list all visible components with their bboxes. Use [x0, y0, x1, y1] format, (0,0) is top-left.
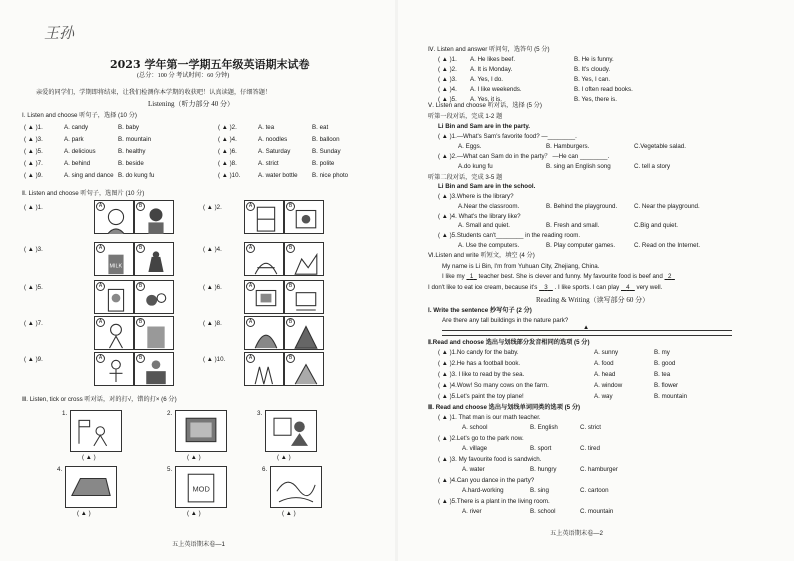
- section5-part2: 听第二段对话，完成 3-5 题: [428, 174, 503, 181]
- handwritten-name: 王孙: [44, 24, 75, 42]
- tick-cross-picture: [65, 466, 117, 508]
- option-letter-b: B: [136, 244, 145, 253]
- option-a: A. water: [462, 466, 485, 473]
- picture-option-b[interactable]: [134, 200, 174, 234]
- picture-option-a[interactable]: [94, 242, 134, 276]
- option-a: A.Near the classroom.: [458, 203, 520, 210]
- illustration-icon: [143, 356, 169, 386]
- option-b: B. balloon: [312, 136, 340, 143]
- answer-paren[interactable]: ( ▲ )10.: [218, 172, 241, 179]
- option-b: B. healthy: [118, 148, 146, 155]
- picture-question-label[interactable]: ( ▲ )1.: [24, 204, 43, 211]
- section5-q5: ( ▲ )5.Students can't________ in the reading room.: [438, 232, 581, 239]
- illustration-icon: [293, 320, 319, 350]
- illustration-icon: [143, 284, 169, 314]
- answer-paren[interactable]: ( ▲ ): [82, 454, 96, 461]
- option-letter-b: B: [136, 202, 145, 211]
- exam-subtitle: (总分：100 分 考试时间：60 分钟): [137, 72, 230, 79]
- option-b: B. beside: [118, 160, 144, 167]
- option-b: B. He is funny.: [574, 56, 614, 63]
- r1-sentence: Are there any tall buildings in the nature park?: [442, 317, 569, 324]
- blank-2[interactable]: 2: [667, 273, 672, 280]
- option-a: A.do kung fu: [458, 163, 493, 170]
- illustration-icon: [143, 320, 169, 350]
- illustration-icon: [69, 470, 113, 504]
- writing-line-2[interactable]: [442, 335, 732, 336]
- picture-option-a[interactable]: [244, 352, 284, 386]
- answer-paren[interactable]: ( ▲ )4.: [218, 136, 237, 143]
- option-letter-a: A: [246, 282, 255, 291]
- illustration-icon: [293, 356, 319, 386]
- option-c: C. hamburger: [580, 466, 618, 473]
- page-footer-right: 五上英语期末卷—2: [550, 530, 603, 537]
- option-b: B. Sunday: [312, 148, 341, 155]
- illustration-icon: [103, 246, 129, 276]
- option-b: B. I often read books.: [574, 86, 633, 93]
- section6-title: Ⅵ.Listen and write 听短文，填空 (4 分): [428, 252, 535, 259]
- option-c: C. tell a story: [634, 163, 671, 170]
- question-row[interactable]: ( ▲ )1.No candy for the baby.: [438, 349, 519, 356]
- answer-paren[interactable]: ( ▲ ): [277, 454, 291, 461]
- question-row[interactable]: ( ▲ )1. That man is our math teacher.: [438, 414, 541, 421]
- listening-header: Listening（听力部分 40 分）: [148, 100, 234, 108]
- section5-title: Ⅴ. Listen and choose 听对话，选择 (5 分): [428, 102, 542, 109]
- picture-question-label[interactable]: ( ▲ )3.: [24, 246, 43, 253]
- option-c: C. mountain: [580, 508, 614, 515]
- picture-option-b[interactable]: [134, 280, 174, 314]
- option-a: A. behind: [64, 160, 91, 167]
- option-a: A. tea: [258, 124, 275, 131]
- illustration-icon: [253, 204, 279, 234]
- answer-paren[interactable]: ( ▲ )1.: [438, 56, 457, 63]
- left-page: [0, 0, 395, 561]
- question-row[interactable]: ( ▲ )3. I like to read by the sea.: [438, 371, 525, 378]
- illustration-icon: [179, 470, 223, 504]
- page-footer-left: 五上英语期末卷—1: [172, 541, 225, 548]
- section5-part1: 听第一段对话，完成 1-2 题: [428, 113, 503, 120]
- option-c: C. strict: [580, 424, 601, 431]
- picture-question-label[interactable]: ( ▲ )2.: [203, 204, 222, 211]
- option-letter-b: B: [286, 202, 295, 211]
- option-a: A. I like weekends.: [470, 86, 522, 93]
- option-c: C. tired: [580, 445, 600, 452]
- option-a: A. noodles: [258, 136, 288, 143]
- picture-question-label[interactable]: ( ▲ )6.: [203, 284, 222, 291]
- option-b: B. sport: [530, 445, 552, 452]
- option-c: C.Big and quiet.: [634, 222, 679, 229]
- r1-title: Ⅰ. Write the sentence 抄写句子 (2 分): [428, 307, 532, 314]
- option-letter-a: A: [96, 244, 105, 253]
- picture-number: 3.: [257, 410, 263, 417]
- picture-option-b[interactable]: [284, 280, 324, 314]
- answer-paren[interactable]: ( ▲ )6.: [218, 148, 237, 155]
- option-b: B. sing an English song: [546, 163, 611, 170]
- option-c: C. Near the playground.: [634, 203, 700, 210]
- option-letter-b: B: [286, 318, 295, 327]
- answer-paren[interactable]: ( ▲ )3.: [438, 76, 457, 83]
- right-page: [398, 0, 794, 561]
- option-b: B. Yes, I can.: [574, 76, 611, 83]
- option-b: B. flower: [654, 382, 679, 389]
- illustration-icon: [179, 414, 223, 448]
- answer-paren[interactable]: ( ▲ ): [187, 510, 201, 517]
- picture-option-a[interactable]: [94, 200, 134, 234]
- picture-number: 6.: [262, 466, 268, 473]
- illustration-icon: [269, 414, 313, 448]
- option-c: C. cartoon: [580, 487, 609, 494]
- option-b: B. tea: [654, 371, 671, 378]
- option-b: B. Behind the playground.: [546, 203, 618, 210]
- section1-title: Ⅰ. Listen and choose 听句子，选择 (10 分): [22, 112, 137, 119]
- picture-option-b[interactable]: [134, 242, 174, 276]
- option-letter-b: B: [286, 282, 295, 291]
- picture-option-b[interactable]: [284, 352, 324, 386]
- option-a: A. candy: [64, 124, 89, 131]
- option-a: A. Use the computers.: [458, 242, 520, 249]
- picture-question-label[interactable]: ( ▲ )9.: [24, 356, 43, 363]
- question-row[interactable]: ( ▲ )3. My favourite food is sandwich.: [438, 456, 542, 463]
- option-b: B. do kung fu: [118, 172, 155, 179]
- picture-question-label[interactable]: ( ▲ )10.: [203, 356, 226, 363]
- picture-question-label[interactable]: ( ▲ )4.: [203, 246, 222, 253]
- svg-text:MILK: MILK: [109, 263, 123, 270]
- illustration-icon: [143, 204, 169, 234]
- exam-title: 2023 学年第一学期五年级英语期末试卷: [110, 58, 310, 71]
- option-b: B. baby: [118, 124, 139, 131]
- answer-paren[interactable]: ( ▲ ): [282, 510, 296, 517]
- option-b: B. Yes, there is.: [574, 96, 617, 103]
- picture-number: 4.: [57, 466, 63, 473]
- option-b: B. my: [654, 349, 670, 356]
- section4-title: Ⅳ. Listen and answer 听问句，选答句 (5 分): [428, 46, 550, 53]
- answer-paren[interactable]: ( ▲ )2.: [438, 66, 457, 73]
- option-b: B. Fresh and small.: [546, 222, 600, 229]
- illustration-icon: [143, 246, 169, 276]
- option-a: A. way: [594, 393, 613, 400]
- option-a: A. Yes, I do.: [470, 76, 504, 83]
- picture-option-b[interactable]: [134, 316, 174, 350]
- picture-question-label[interactable]: ( ▲ )7.: [24, 320, 43, 327]
- illustration-icon: [253, 284, 279, 314]
- section2-title: Ⅱ. Listen and choose 听句子，选图片 (10 分): [22, 190, 145, 197]
- picture-option-a[interactable]: [244, 280, 284, 314]
- section5-q3: ( ▲ )3.Where is the library?: [438, 193, 514, 200]
- option-b: B. mountain: [654, 393, 688, 400]
- option-a: A. Saturday: [258, 148, 291, 155]
- option-a: A. water bottle: [258, 172, 298, 179]
- question-row[interactable]: ( ▲ )2.He has a football book.: [438, 360, 521, 367]
- tick-cross-picture: [175, 466, 227, 508]
- option-b: B. hungry: [530, 466, 557, 473]
- option-a: A. park: [64, 136, 84, 143]
- picture-number: 2.: [167, 410, 173, 417]
- answer-paren[interactable]: ( ▲ )4.: [438, 86, 457, 93]
- question-row[interactable]: ( ▲ )5.Let's paint the toy plane!: [438, 393, 524, 400]
- option-letter-a: A: [96, 318, 105, 327]
- option-letter-a: A: [246, 318, 255, 327]
- blank-4[interactable]: 4: [626, 284, 630, 291]
- section5-text2: Li Bin and Sam are in the school.: [438, 183, 536, 190]
- option-a: A.hard-working: [462, 487, 504, 494]
- option-c: C.Vegetable salad.: [634, 143, 686, 150]
- picture-option-b[interactable]: [284, 242, 324, 276]
- option-letter-a: A: [96, 282, 105, 291]
- option-letter-a: A: [246, 244, 255, 253]
- svg-text:MOD: MOD: [192, 484, 210, 494]
- picture-option-a[interactable]: [244, 242, 284, 276]
- section5-q1: ( ▲ )1.—What's Sam's favorite food? —________.: [438, 133, 577, 140]
- answer-paren[interactable]: ( ▲ )2.: [218, 124, 237, 131]
- option-b: B. Hamburgers.: [546, 143, 590, 150]
- illustration-icon: [293, 204, 319, 234]
- illustration-icon: [253, 320, 279, 350]
- option-b: B. sing: [530, 487, 549, 494]
- question-row[interactable]: ( ▲ )5.There is a plant in the living room.: [438, 498, 550, 505]
- section6-line3: I don't like to eat ice cream, because it's 3 . I like sports. I can play 4 very well.: [428, 284, 663, 291]
- tick-cross-picture: [265, 410, 317, 452]
- illustration-icon: [103, 320, 129, 350]
- option-a: A. delicious: [64, 148, 96, 155]
- illustration-icon: [103, 356, 129, 386]
- answer-paren[interactable]: ( ▲ )9.: [24, 172, 43, 179]
- option-a: A. Yes, it is.: [470, 96, 502, 103]
- section5-q4: ( ▲ )4. What's the library like?: [438, 213, 521, 220]
- section6-line2: I like my 1 teacher best. She is clever and funny. My favourite food is beef and 2: [442, 273, 675, 280]
- option-a: A. head: [594, 371, 616, 378]
- section5-q2: ( ▲ )2.—What can Sam do in the party？ —He can ________.: [438, 153, 610, 160]
- option-a: A. food: [594, 360, 614, 367]
- option-b: B. school: [530, 508, 556, 515]
- illustration-icon: [253, 246, 279, 276]
- option-a: A. sunny: [594, 349, 619, 356]
- answer-paren[interactable]: ( ▲ ): [187, 454, 201, 461]
- section3-title: Ⅲ. Listen, tick or cross 听对话，对的打√，错的打× (6 分): [22, 396, 177, 403]
- option-a: A. Small and quiet.: [458, 222, 510, 229]
- option-letter-a: A: [246, 354, 255, 363]
- option-letter-b: B: [286, 244, 295, 253]
- illustration-icon: [103, 204, 129, 234]
- r2-title: Ⅱ.Read and choose 选出与划线部分发音相同的选项 (5 分): [428, 339, 590, 346]
- option-letter-b: B: [136, 282, 145, 291]
- option-a: A. window: [594, 382, 623, 389]
- tick-cross-picture: [270, 466, 322, 508]
- picture-option-b[interactable]: [134, 352, 174, 386]
- picture-question-label[interactable]: ( ▲ )5.: [24, 284, 43, 291]
- picture-option-a[interactable]: [244, 316, 284, 350]
- illustration-icon: [274, 470, 318, 504]
- answer-paren[interactable]: ( ▲ ): [77, 510, 91, 517]
- option-letter-b: B: [136, 318, 145, 327]
- picture-option-b[interactable]: [284, 200, 324, 234]
- blank-3[interactable]: 3: [544, 284, 548, 291]
- r3-title: Ⅲ. Read and choose 选出与划线单词同类的选项 (5 分): [428, 404, 581, 411]
- option-letter-b: B: [136, 354, 145, 363]
- section5-text1: Li Bin and Sam are in the party.: [438, 123, 531, 130]
- option-a: A. strict: [258, 160, 279, 167]
- question-row[interactable]: ( ▲ )4.Can you dance in the party?: [438, 477, 535, 484]
- picture-option-a[interactable]: [94, 280, 134, 314]
- option-b: B. nice photo: [312, 172, 349, 179]
- illustration-icon: [253, 356, 279, 386]
- answer-paren[interactable]: ( ▲ )8.: [218, 160, 237, 167]
- exam-intro: 亲爱的同学们，学期即将结束，让我们检测你本学期的收获吧！认真读题，仔细答题！: [36, 89, 272, 96]
- section6-line1: My name is Li Bin, I'm from Yuhuan City, Zhejiang, China.: [442, 263, 600, 270]
- tick-cross-picture: [70, 410, 122, 452]
- option-a: A. river: [462, 508, 482, 515]
- picture-option-a[interactable]: [94, 316, 134, 350]
- illustration-icon: [293, 284, 319, 314]
- option-c: C. Read on the Internet.: [634, 242, 701, 249]
- option-b: B. It's cloudy.: [574, 66, 611, 73]
- option-a: A. village: [462, 445, 488, 452]
- option-a: A. sing and dance: [64, 172, 114, 179]
- answer-paren[interactable]: ( ▲ )5.: [24, 148, 43, 155]
- option-b: B. polite: [312, 160, 335, 167]
- option-b: B. eat: [312, 124, 329, 131]
- illustration-icon: [103, 284, 129, 314]
- picture-option-b[interactable]: [284, 316, 324, 350]
- option-b: B. Play computer games.: [546, 242, 616, 249]
- picture-number: 5.: [167, 466, 173, 473]
- answer-paren[interactable]: ( ▲ )3.: [24, 136, 43, 143]
- answer-mark: ▲: [583, 324, 590, 331]
- option-a: A. Eggs.: [458, 143, 482, 150]
- picture-number: 1.: [62, 410, 68, 417]
- tick-cross-picture: [175, 410, 227, 452]
- illustration-icon: [293, 246, 319, 276]
- answer-paren[interactable]: ( ▲ )5.: [438, 96, 457, 103]
- option-letter-a: A: [96, 354, 105, 363]
- answer-paren[interactable]: ( ▲ )7.: [24, 160, 43, 167]
- picture-option-a[interactable]: [94, 352, 134, 386]
- option-b: B. good: [654, 360, 676, 367]
- question-row[interactable]: ( ▲ )2.Let's go to the park now.: [438, 435, 524, 442]
- reading-writing-header: Reading & Writing（读写部分 60 分）: [536, 296, 650, 304]
- option-letter-b: B: [286, 354, 295, 363]
- option-a: A. He likes beef.: [470, 56, 516, 63]
- picture-option-a[interactable]: [244, 200, 284, 234]
- option-b: B. mountain: [118, 136, 152, 143]
- option-letter-a: A: [246, 202, 255, 211]
- option-letter-a: A: [96, 202, 105, 211]
- blank-1[interactable]: 1: [469, 273, 474, 280]
- answer-paren[interactable]: ( ▲ )1.: [24, 124, 43, 131]
- illustration-icon: [74, 414, 118, 448]
- option-b: B. English: [530, 424, 558, 431]
- option-a: A. school: [462, 424, 488, 431]
- option-a: A. It is Monday.: [470, 66, 513, 73]
- picture-question-label[interactable]: ( ▲ )8.: [203, 320, 222, 327]
- question-row[interactable]: ( ▲ )4.Wow! So many cows on the farm.: [438, 382, 549, 389]
